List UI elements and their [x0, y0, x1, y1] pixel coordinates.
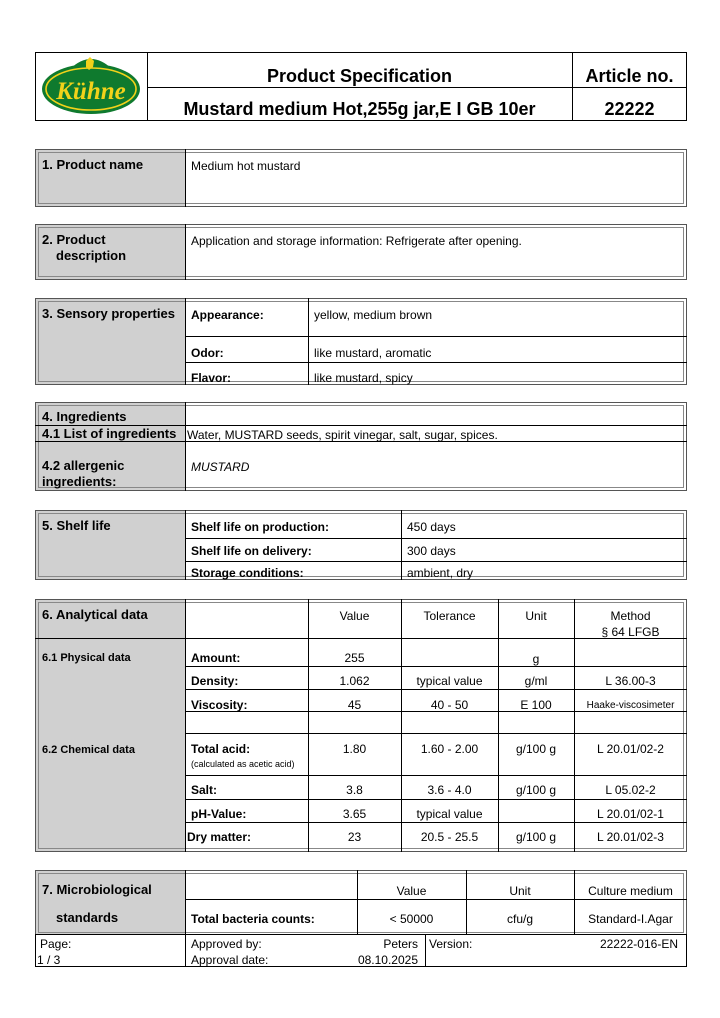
- column-header-value: Value: [339, 609, 370, 623]
- analysis-unit: g/100 g: [515, 830, 557, 844]
- sensory-label: Odor:: [191, 346, 224, 360]
- analysis-label: Viscosity:: [191, 698, 248, 712]
- micro-column-medium: Culture medium: [588, 884, 673, 898]
- column-header-method-norm: § 64 LFGB: [601, 625, 660, 639]
- section-microbiological: [35, 870, 687, 936]
- sensory-value: yellow, medium brown: [314, 308, 433, 322]
- footer-approval-date-value: 08.10.2025: [357, 953, 418, 967]
- analysis-method: Haake-viscosimeter: [586, 700, 675, 711]
- product-name-heading: Mustard medium Hot,255g jar,E I GB 10er: [183, 99, 536, 119]
- analysis-unit: E 100: [520, 698, 552, 712]
- analysis-label: Amount:: [191, 651, 241, 665]
- footer-version-value: 22222-016-EN: [599, 937, 678, 951]
- footer-approved-by-label: Approved by:: [191, 937, 262, 951]
- section-2-heading-cont: description: [56, 248, 127, 263]
- column-header-unit: Unit: [525, 609, 547, 623]
- section-6-heading: 6. Analytical data: [42, 607, 148, 622]
- micro-label: Total bacteria counts:: [191, 912, 315, 926]
- micro-unit: cfu/g: [506, 912, 533, 926]
- shelf-life-value: 300 days: [407, 544, 456, 558]
- analysis-method: L 20.01/02-2: [597, 742, 664, 756]
- physical-data-heading: 6.1 Physical data: [42, 652, 131, 664]
- analysis-sublabel: (calculated as acetic acid): [191, 759, 295, 769]
- micro-medium: Standard-I.Agar: [588, 912, 673, 926]
- sensory-label: Appearance:: [191, 308, 264, 322]
- sensory-label: Flavor:: [191, 371, 232, 385]
- analysis-method: L 20.01/02-1: [597, 807, 664, 821]
- analysis-unit: g: [532, 652, 540, 666]
- article-number: 22222: [604, 99, 655, 119]
- article-label: Article no.: [585, 66, 674, 86]
- sensory-value: like mustard, aromatic: [314, 346, 432, 360]
- analysis-value: 1.80: [342, 742, 367, 756]
- shelf-life-value: 450 days: [407, 520, 456, 534]
- analysis-value: 1.062: [339, 674, 370, 688]
- product-description-value: Application and storage information: Refrigerate after opening.: [191, 234, 522, 248]
- section-2-heading: 2. Product: [42, 232, 106, 247]
- analysis-tolerance: 40 - 50: [430, 698, 469, 712]
- analysis-method: L 05.02-2: [605, 783, 656, 797]
- shelf-life-label: Shelf life on production:: [191, 520, 329, 534]
- analysis-method: L 20.01/02-3: [597, 830, 664, 844]
- footer-approval-date-label: Approval date:: [191, 953, 269, 967]
- analysis-value: 3.8: [346, 783, 363, 797]
- analysis-label: Dry matter:: [187, 830, 252, 844]
- analysis-unit: g/ml: [524, 674, 548, 688]
- allergen-heading: 4.2 allergenic: [42, 458, 125, 473]
- section-4-heading: 4. Ingredients: [42, 409, 127, 424]
- kuehne-logo: [40, 55, 142, 118]
- analysis-value: 23: [347, 830, 362, 844]
- micro-column-unit: Unit: [509, 884, 531, 898]
- section-shelf-life: [35, 510, 687, 580]
- column-header-tolerance: Tolerance: [423, 609, 476, 623]
- analysis-label: Salt:: [191, 783, 218, 797]
- product-name-value: Medium hot mustard: [191, 159, 301, 173]
- micro-column-value: Value: [396, 884, 427, 898]
- section-product-description: [35, 224, 687, 280]
- ingredients-list-heading: 4.1 List of ingredients: [42, 426, 177, 441]
- section-ingredients: [35, 402, 687, 491]
- chemical-data-heading: 6.2 Chemical data: [42, 744, 135, 756]
- analysis-label: Total acid:: [191, 742, 251, 756]
- ingredients-list-value: Water, MUSTARD seeds, spirit vinegar, salt, sugar, spices.: [187, 428, 498, 442]
- analysis-unit: g/100 g: [515, 783, 557, 797]
- storage-label: Storage conditions:: [191, 566, 304, 580]
- storage-value: ambient, dry: [407, 566, 474, 580]
- allergen-heading-cont: ingredients:: [42, 474, 117, 489]
- allergen-value: MUSTARD: [191, 460, 250, 474]
- footer-page-value: 1 / 3: [37, 953, 61, 967]
- analysis-value: 3.65: [342, 807, 367, 821]
- section-7-heading: 7. Microbiological: [42, 882, 152, 897]
- analysis-method: L 36.00-3: [605, 674, 656, 688]
- analysis-tolerance: typical value: [416, 674, 483, 688]
- section-7-heading-cont: standards: [56, 910, 119, 925]
- footer-approved-by-value: Peters: [383, 937, 418, 951]
- analysis-tolerance: 3.6 - 4.0: [427, 783, 472, 797]
- analysis-tolerance: 20.5 - 25.5: [420, 830, 479, 844]
- column-header-method: Method: [610, 609, 651, 623]
- footer-page-label: Page:: [40, 937, 72, 951]
- document-title: Product Specification: [266, 66, 453, 86]
- analysis-value: 45: [347, 698, 362, 712]
- analysis-tolerance: 1.60 - 2.00: [420, 742, 479, 756]
- section-1-heading: 1. Product name: [42, 157, 144, 172]
- micro-value: < 50000: [389, 912, 434, 926]
- footer-version-label: Version:: [429, 937, 473, 951]
- svg-text:Kühne: Kühne: [56, 78, 126, 105]
- sensory-value: like mustard, spicy: [314, 371, 413, 385]
- analysis-label: Density:: [191, 674, 239, 688]
- analysis-tolerance: typical value: [416, 807, 483, 821]
- analysis-value: 255: [344, 651, 365, 665]
- section-3-heading: 3. Sensory properties: [42, 306, 175, 321]
- section-5-heading: 5. Shelf life: [42, 518, 111, 533]
- analysis-unit: g/100 g: [515, 742, 557, 756]
- analysis-label: pH-Value:: [191, 807, 247, 821]
- shelf-life-label: Shelf life on delivery:: [191, 544, 312, 558]
